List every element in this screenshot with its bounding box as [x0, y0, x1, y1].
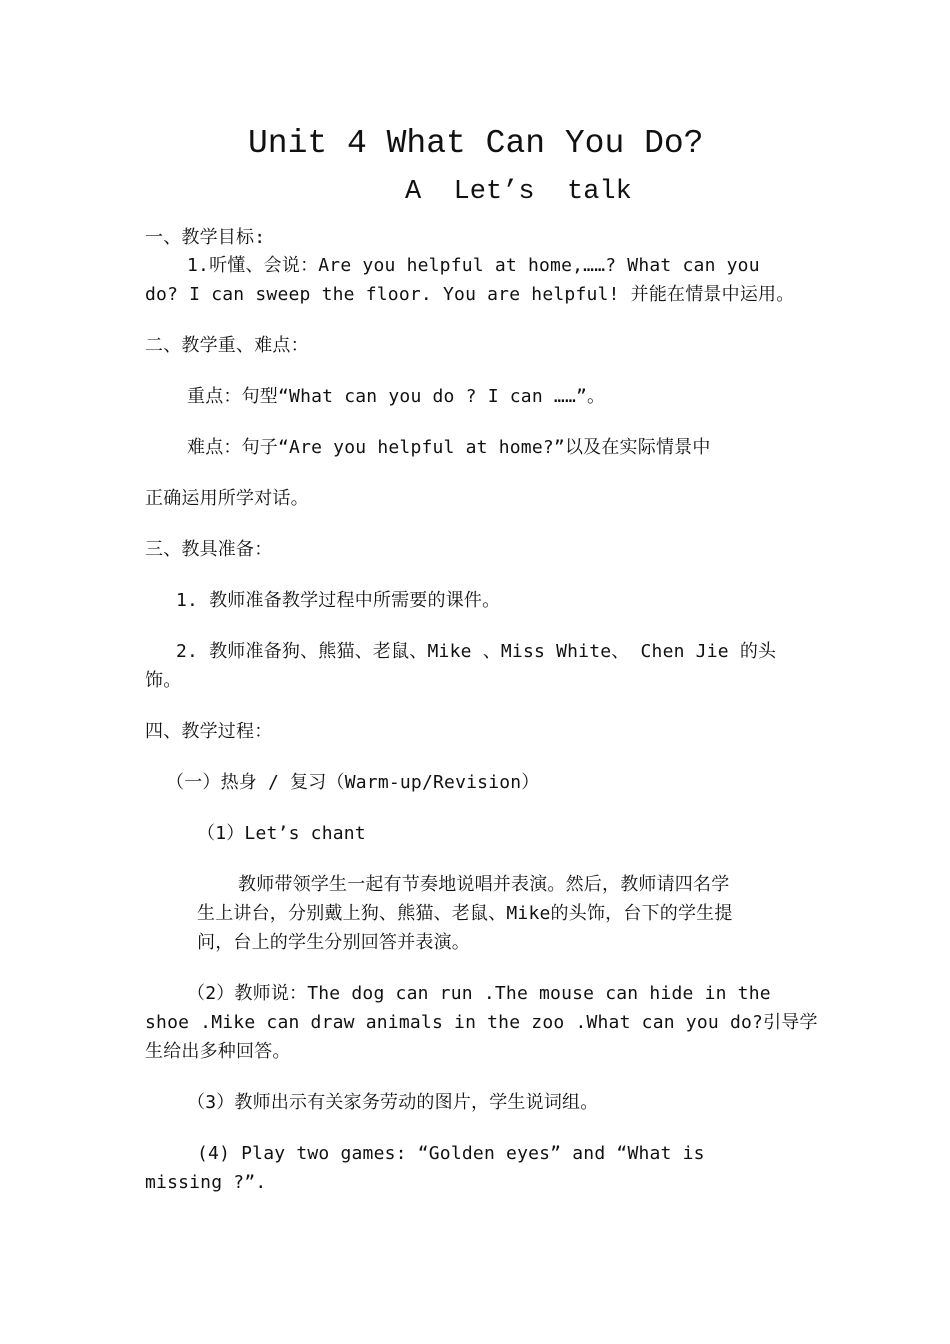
materials-item-2-line-2: 饰。 [145, 670, 182, 691]
step-3-text: （3）教师出示有关家务劳动的图片，学生说词组。 [187, 1092, 599, 1113]
document-subtitle: A Let’s talk [405, 177, 632, 207]
step-4-line-2: missing ?”. [145, 1172, 267, 1193]
step-2-line-2: shoe .Mike can draw animals in the zoo .What can you do?引导学 [145, 1012, 818, 1033]
difficult-point-line-2: 正确运用所学对话。 [145, 488, 309, 509]
materials-item-1: 1. 教师准备教学过程中所需要的课件。 [176, 590, 501, 611]
section-heading-process: 四、教学过程： [145, 721, 273, 742]
key-point-text: 重点：句型“What can you do ? I can ……”。 [187, 386, 606, 407]
section-heading-materials: 三、教具准备： [145, 539, 273, 560]
objective-item-1-line-1: 1.听懂、会说：Are you helpful at home,……? What can you [187, 255, 760, 276]
step-4-line-1: (4) Play two games: “Golden eyes” and “What is [197, 1143, 705, 1164]
document-title: Unit 4 What Can You Do? [248, 125, 704, 162]
objective-item-1-line-2: do? I can sweep the floor. You are helpful! 并能在情景中运用。 [145, 284, 795, 305]
process-part-1-heading: （一）热身 / 复习（Warm-up/Revision） [166, 772, 540, 793]
step-1-line-3: 问，台上的学生分别回答并表演。 [197, 932, 470, 953]
step-2-line-1: （2）教师说：The dog can run .The mouse can hide in the [187, 983, 771, 1004]
difficult-point-line-1: 难点：句子“Are you helpful at home?”以及在实际情景中 [187, 437, 711, 458]
step-1-title: （1）Let’s chant [197, 823, 366, 844]
section-heading-objectives: 一、教学目标: [145, 227, 266, 248]
materials-item-2-line-1: 2. 教师准备狗、熊猫、老鼠、Mike 、Miss White、 Chen Jie 的头 [176, 641, 777, 662]
step-1-line-2: 生上讲台，分别戴上狗、熊猫、老鼠、Mike的头饰，台下的学生提 [197, 903, 733, 924]
step-2-line-3: 生给出多种回答。 [145, 1041, 291, 1062]
section-heading-key-points: 二、教学重、难点： [145, 335, 309, 356]
step-1-line-1: 教师带领学生一起有节奏地说唱并表演。然后，教师请四名学 [238, 874, 730, 895]
